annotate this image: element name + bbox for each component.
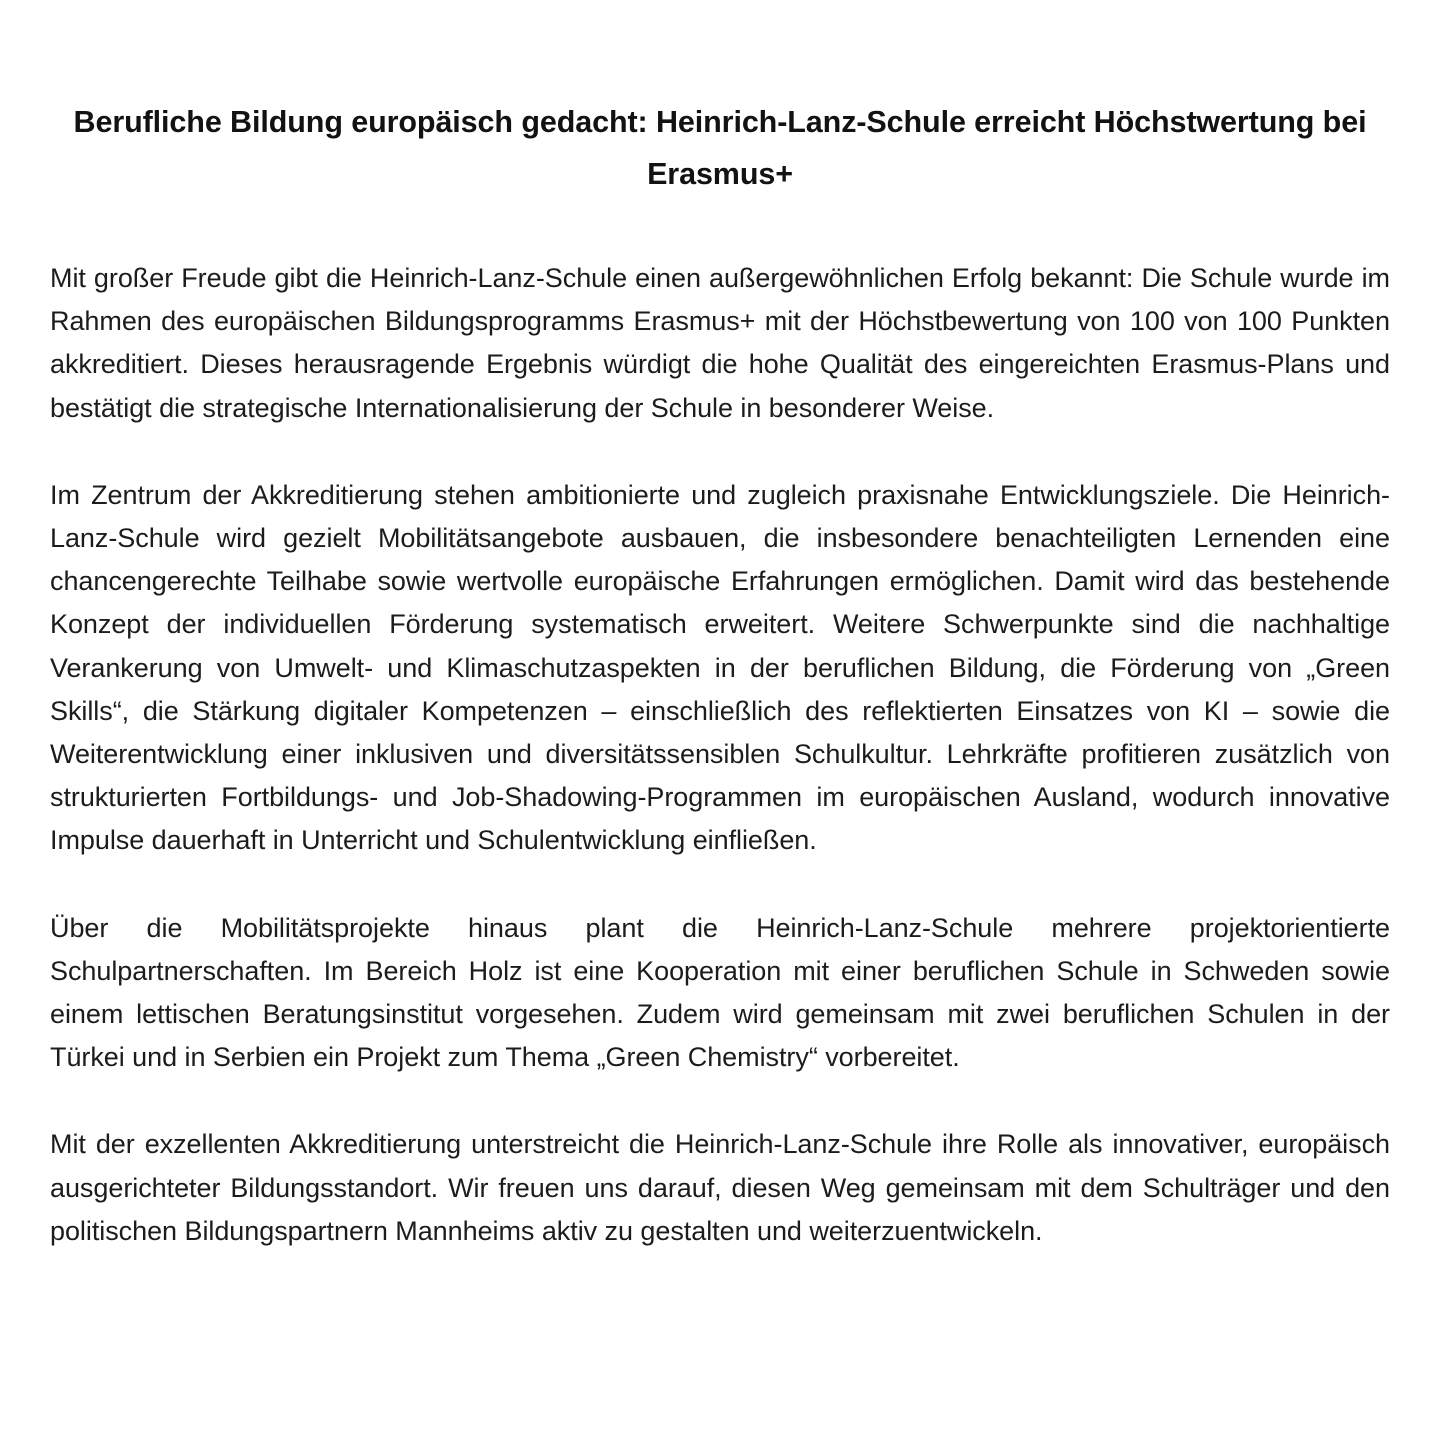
paragraph-development-goals: Im Zentrum der Akkreditierung stehen ambitionierte und zugleich praxisnahe Entwicklungsziele. Die Heinrich-Lanz-Schule wird gezielt Mobilitätsangebote ausbauen, die insbesondere benachteiligten Lernenden eine chancengerechte Teilhabe sowie wertvolle europäische Erfahrungen ermöglichen. Damit wird das bestehende Konzept der individuellen Förderung systematisch erweitert. Weitere Schwerpunkte sind die nachhaltige Verankerung von Umwelt- und Klimaschutzaspekten in der beruflichen Bildung, die Förderung von „Green Skills“, die Stärkung digitaler Kompetenzen – einschließlich des reflektierten Einsatzes von KI – sowie die Weiterentwicklung einer inklusiven und diversitätssensiblen Schulkultur. Lehrkräfte profitieren zusätzlich von strukturierten Fortbildungs- und Job-Shadowing-Programmen im europäischen Ausland, wodurch innovative Impulse dauerhaft in Unterricht und Schulentwicklung einfließen. [50, 479, 1390, 856]
document-body [50, 0, 1390, 1253]
paragraph-conclusion: Mit der exzellenten Akkreditierung unterstreicht die Heinrich-Lanz-Schule ihre Rolle als innovativer, europäisch ausgerichteter Bildungsstandort. Wir freuen uns darauf, diesen Weg gemeinsam mit dem Schulträger und den politischen Bildungspartnern Mannheims aktiv zu gestalten und weiterzuentwickeln. [50, 1129, 1390, 1246]
paragraph-school-partnerships: Über die Mobilitätsprojekte hinaus plant die Heinrich-Lanz-Schule mehrere projektorientierte Schulpartnerschaften. Im Bereich Holz ist eine Kooperation mit einer beruflichen Schule in Schweden sowie einem lettischen Beratungsinstitut vorgesehen. Zudem wird gemeinsam mit zwei beruflichen Schulen in der Türkei und in Serbien ein Projekt zum Thema „Green Chemistry“ vorbereitet. [50, 912, 1390, 1073]
spacer-paragraph [50, 1079, 1390, 1123]
paragraph-intro: Mit großer Freude gibt die Heinrich-Lanz-Schule einen außergewöhnlichen Erfolg bekannt: Die Schule wurde im Rahmen des europäischen Bildungsprogramms Erasmus+ mit der Höchstbewertung von 100 von 100 Punkten akkreditiert. Dieses herausragende Ergebnis würdigt die hohe Qualität des eingereichten Erasmus-Plans und bestätigt die strategische Internationalisierung der Schule in besonderer Weise. [50, 263, 1390, 423]
spacer-title-paragraph [50, 200, 1390, 257]
spacer-paragraph [50, 863, 1390, 907]
page-title: Berufliche Bildung europäisch gedacht: Heinrich-Lanz-Schule erreicht Höchstwertung bei Erasmus+ [73, 105, 1367, 191]
spacer-paragraph [50, 430, 1390, 474]
